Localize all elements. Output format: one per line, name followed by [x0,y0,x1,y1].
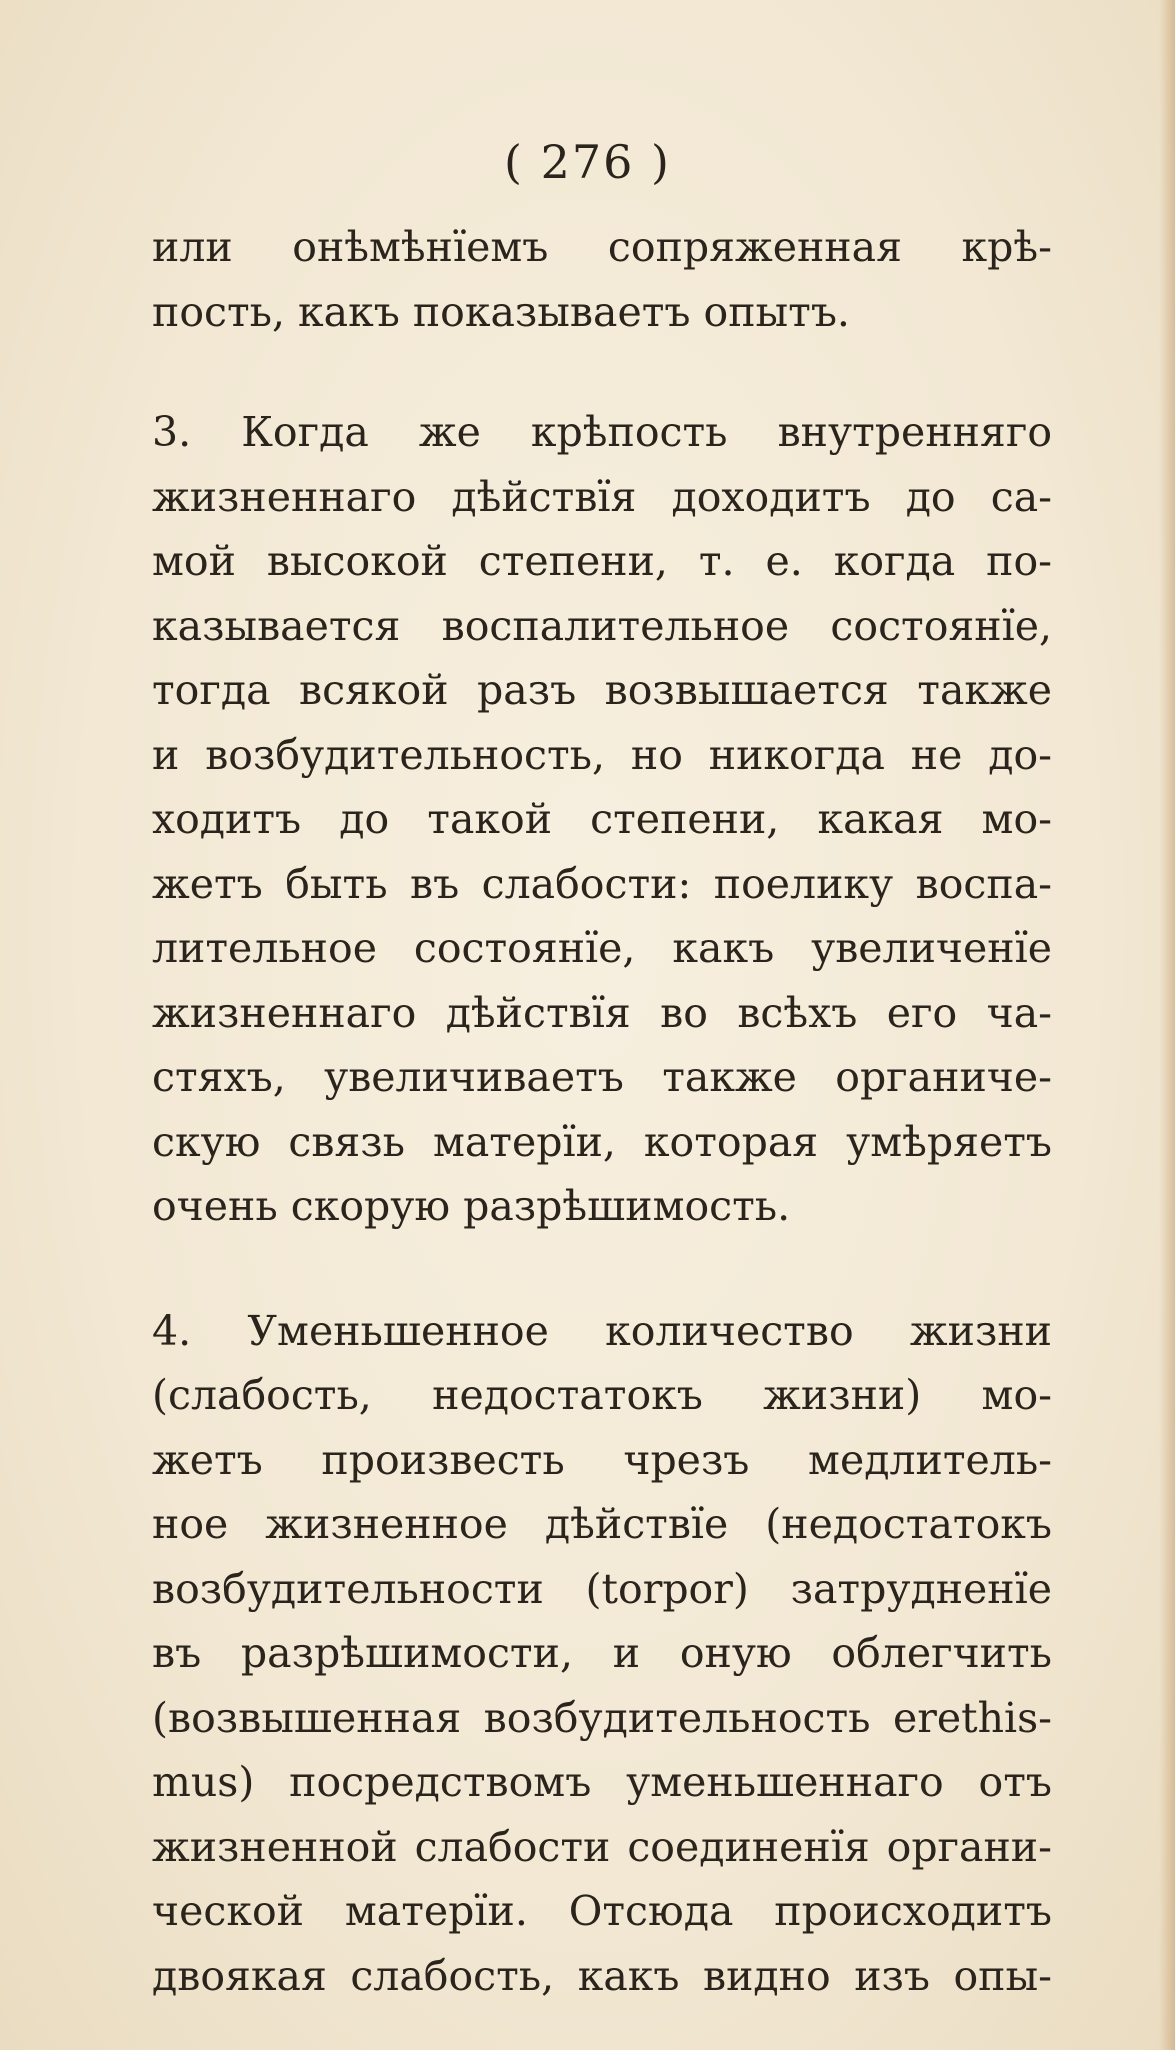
paragraph-gap [152,344,1052,400]
page-edge-shadow [1159,0,1175,2050]
page-number: ( 276 ) [504,135,671,189]
paragraph-gap [152,1239,1052,1299]
text-line: лительное состоянїе, какъ увеличенїе [152,924,1052,972]
text-line: въ разрѣшимости, и оную облегчить [152,1629,1052,1677]
text-line: стяхъ, увеличиваетъ также органиче- [152,1053,1052,1101]
text-line: ное жизненное дѣйствїе (недостатокъ [152,1500,1052,1548]
text-line: ческой матерїи. Отсюда происходитъ [152,1887,1052,1935]
text-line: казывается воспалительное состоянїе, [152,601,1052,650]
text-line: пость, какъ показываетъ опытъ. [152,287,850,336]
text-line: 3. Когда же крѣпость внутренняго [152,408,1052,456]
text-line: (слабость, недостатокъ жизни) мо- [152,1371,1052,1419]
text-line: жизненной слабости соединенїя органи- [152,1822,1052,1871]
text-line: жизненнаго дѣйствїя доходитъ до са- [152,472,1052,521]
text-line: ходитъ до такой степени, какая мо- [152,795,1052,843]
text-line: двоякая слабость, какъ видно изъ опы- [152,1951,1052,2000]
text-line: тогда всякой разъ возвышается также [152,666,1052,714]
text-line: жетъ быть въ слабости: поелику воспа- [152,859,1052,908]
body-text [152,215,1052,2008]
text-line: 4. Уменьшенное количество жизни [152,1306,1052,1355]
text-line: возбудительности (torpor) затрудненїе [152,1564,1052,1613]
text-line: жизненнаго дѣйствїя во всѣхъ его ча- [152,988,1052,1037]
text-line: очень скорую разрѣшимость. [152,1182,791,1230]
text-line: (возвышенная возбудительность erethis- [152,1693,1052,1742]
text-line: и возбудительность, но никогда не до- [152,730,1052,779]
text-line: скую связь матерїи, которая умѣряетъ [152,1117,1052,1166]
text-line: жетъ произвесть чрезъ медлитель- [152,1435,1052,1484]
text-line: mus) посредствомъ уменьшеннаго отъ [152,1758,1052,1806]
text-line: или онѣмѣнїемъ сопряженная крѣ- [152,223,1052,271]
text-line: мой высокой степени, т. е. когда по- [152,537,1052,585]
